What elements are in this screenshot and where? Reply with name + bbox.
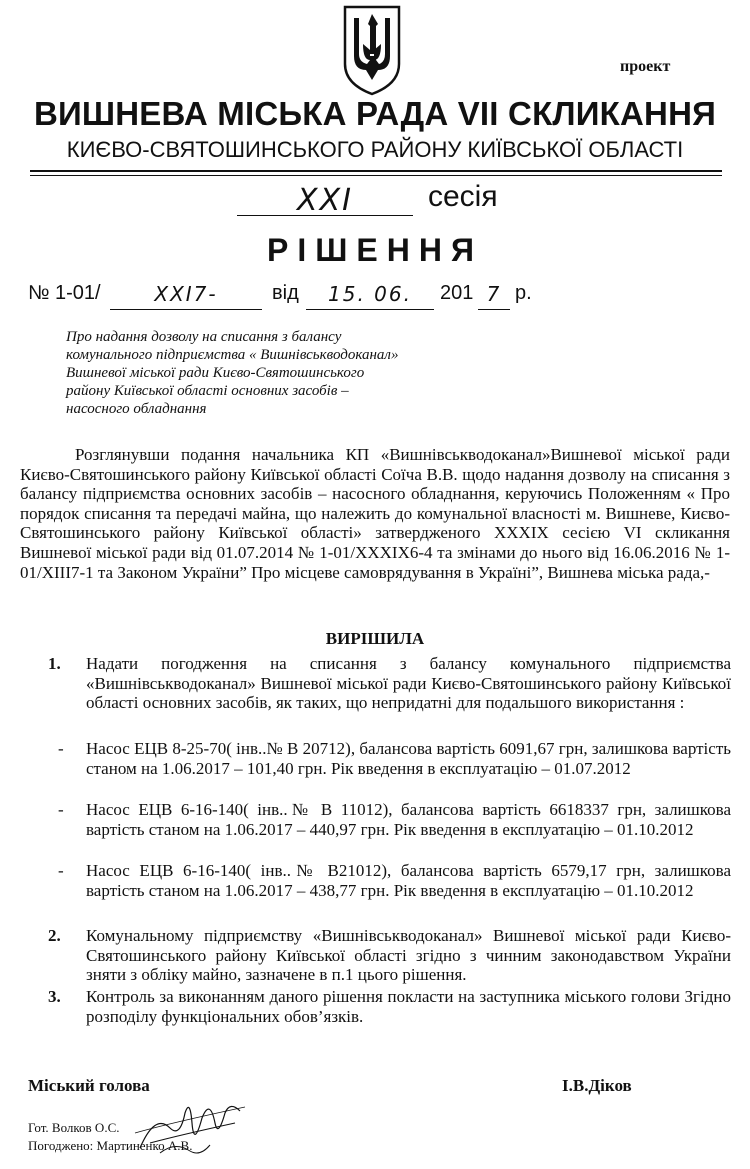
year-blank (478, 282, 510, 310)
item-text: Комунальному підприємству «Вишнівськводоканал» Вишневої міської ради Києво-Святошинського району Київської області згідно з чинним законодавством України зняти з обліку майно, зазначене в п.1 цього рішення. (86, 926, 731, 985)
coat-of-arms-icon (341, 4, 403, 96)
date-handwritten: 15. 06. (328, 282, 412, 306)
session-word: сесія (428, 180, 498, 213)
date-prefix: від (272, 282, 299, 304)
item-number: 3. (48, 987, 61, 1006)
pump-dash: - (58, 800, 64, 819)
item-number: 2. (48, 926, 61, 945)
item-number: 1. (48, 654, 61, 673)
decision-number-prefix: № 1-01/ (28, 282, 101, 304)
date-blank (306, 282, 434, 310)
item-text: Контроль за виконанням даного рішення покласти на заступника міського голови Згідно розподілу функціональних обов’язків. (86, 987, 731, 1026)
session-number: XXI (237, 183, 413, 216)
year-prefix: 201 (440, 282, 474, 304)
council-name: ВИШНЕВА МІСЬКА РАДА VII СКЛИКАННЯ (33, 95, 717, 132)
pump-item: Насос ЕЦВ 8-25-70( інв..№ В 20712), балансова вартість 6091,67 грн, залишкова вартість станом на 1.06.2017 – 101,40 грн. Рік введення в експлуатацію – 01.07.2012 (86, 739, 731, 778)
header-rule-bottom (30, 175, 722, 176)
preamble: Розглянувши подання начальника КП «Вишнівськводоканал»Вишневої міської ради Києво-Святошинського району Київської області Соїча В.В. щодо надання дозволу на списання з балансу підприємства основних засобів – насосного обладнання, керуючись Положенням « Про порядок списання та передачі майна, що належить до комунальної власності м. Вишневе, Києво-Святошинського району Київської області» затвердженого XXXIX сесією VI скликання Вишневої міської ради від 01.07.2014 № 1-01/XXXIX6-4 та змінами до нього від 16.06.2016 № 1-01/XIII7-1 та Законом України” Про місцеве самоврядування в Україні”, Вишнева міська рада,- (20, 445, 730, 582)
decision-subject: Про надання дозволу на списання з балансу комунального підприємства « Вишнівськводоканал» Вишневої міської ради Києво-Святошинського району Київської області основних засобів – насосного обладнання (66, 329, 399, 417)
year-handwritten: 7 (486, 282, 502, 306)
district-name: КИЄВО-СВЯТОШИНСЬКОГО РАЙОНУ КИЇВСЬКОЇ ОБЛАСТІ (66, 137, 684, 162)
document-title: РІШЕННЯ (267, 232, 483, 268)
decision-number-blank (110, 282, 262, 310)
agreed-by: Погоджено: Мартиненко А.В. (28, 1138, 193, 1153)
header-rule-top (30, 170, 722, 172)
pump-dash: - (58, 739, 64, 758)
pump-item: Насос ЕЦВ 6-16-140( інв..№ В 11012), балансова вартість 6618337 грн, залишкова вартість станом на 1.06.2017 – 440,97 грн. Рік введення в експлуатацію – 01.10.2012 (86, 800, 731, 839)
mayor-name: І.В.Діков (562, 1076, 632, 1095)
draft-label: проект (620, 58, 671, 75)
resolved-heading: ВИРІШИЛА (325, 629, 425, 648)
prepared-by: Гот. Волков О.С. (28, 1120, 120, 1135)
mayor-label: Міський голова (28, 1076, 150, 1095)
pump-item: Насос ЕЦВ 6-16-140( інв..№ В21012), балансова вартість 6579,17 грн, залишкова вартість станом на 1.06.2017 – 438,77 грн. Рік введення в експлуатацію – 01.10.2012 (86, 861, 731, 900)
decision-number-handwritten: XXI7- (154, 282, 218, 306)
year-suffix: р. (515, 282, 532, 304)
item-text: Надати погодження на списання з балансу комунального підприємства «Вишнівськводоканал» Вишневої міської ради Києво-Святошинського району Київської області основних засобів, як таких, що непридатні для подальшого використання : (86, 654, 731, 713)
pump-dash: - (58, 861, 64, 880)
